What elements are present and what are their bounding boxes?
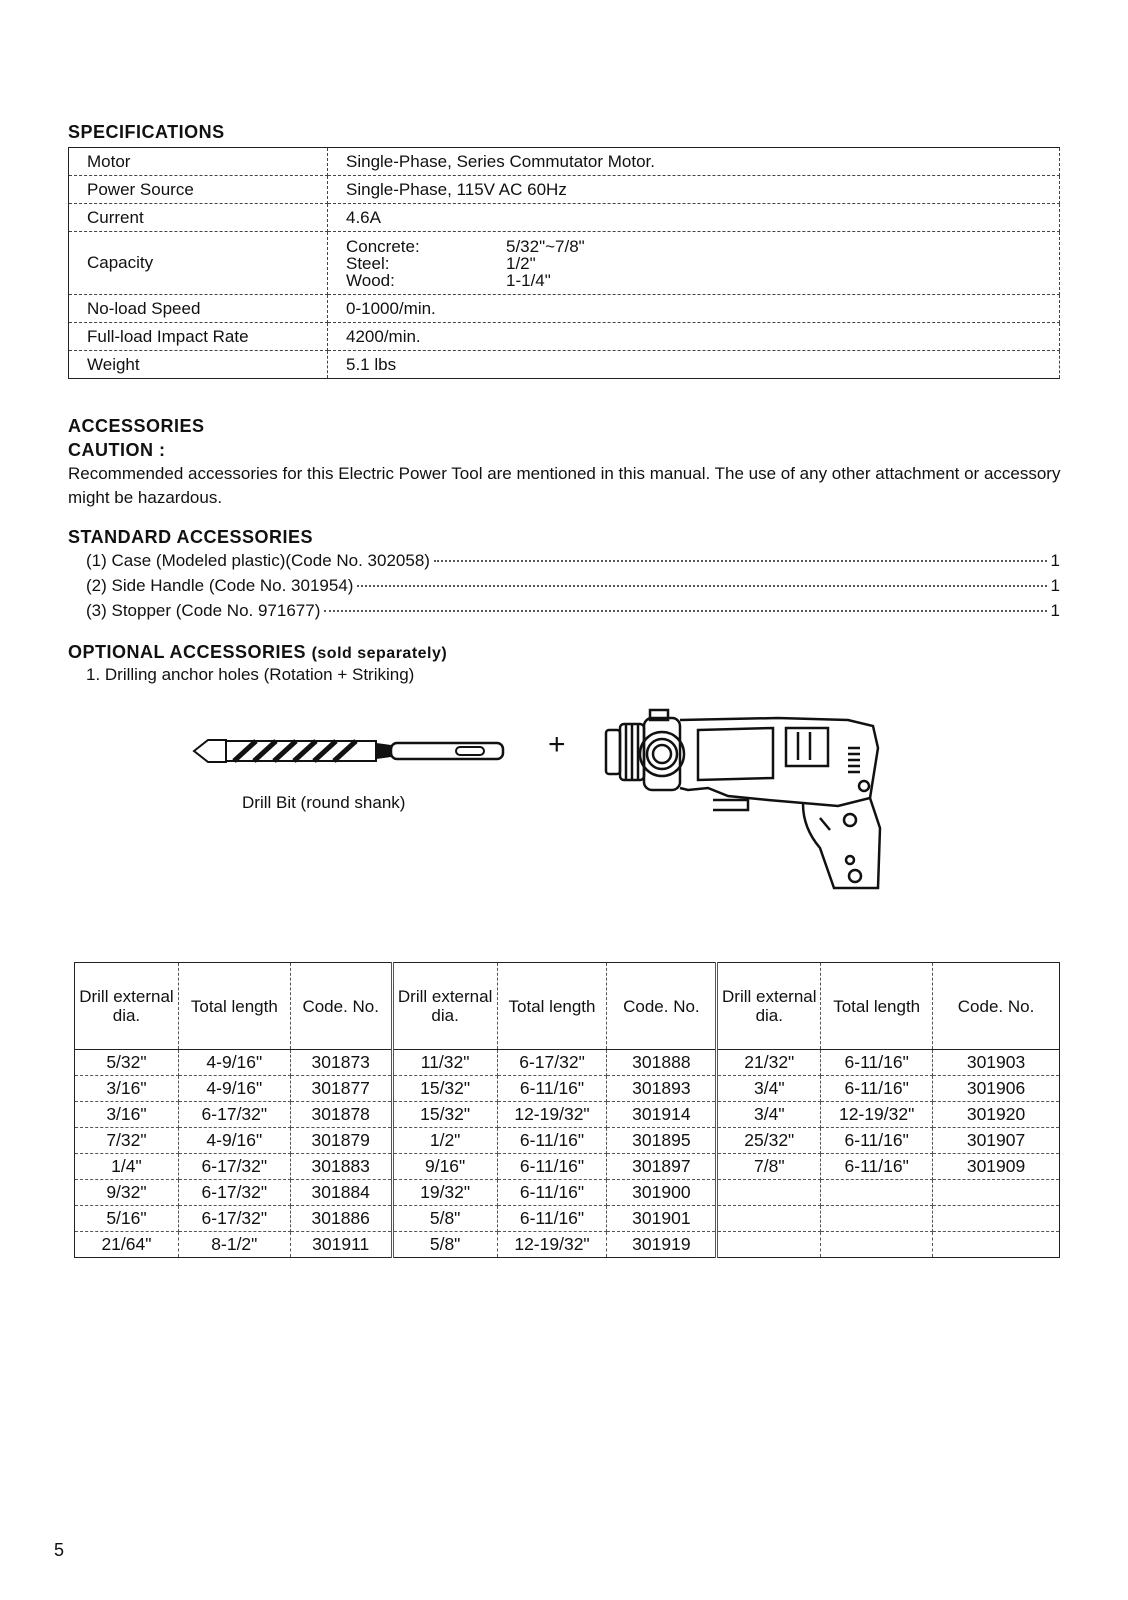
cell-code: 301878 [290,1102,392,1128]
dot-leader [357,585,1046,587]
table-row [75,1154,1060,1180]
accessory-qty: 1 [1050,551,1060,570]
cell-length: 6-11/16" [821,1154,933,1180]
accessories-heading: ACCESSORIES [68,416,205,436]
cell-length [821,1180,933,1206]
cell-code: 301893 [607,1076,717,1102]
specifications-table [68,147,1060,379]
cell-dia: 21/32" [717,1050,821,1076]
accessory-qty: 1 [1050,601,1060,620]
cell-code [933,1180,1060,1206]
cell-code: 301914 [607,1102,717,1128]
cell-dia [717,1180,821,1206]
accessory-item [86,551,1060,571]
specifications-heading: SPECIFICATIONS [68,122,225,142]
caution-text: Recommended accessories for this Electric Power Tool are mentioned in this manual. The use of any other attachment or accessory might be hazardous. [68,464,1061,507]
cell-dia: 19/32" [392,1180,497,1206]
header-dia: Drill external dia. [392,963,497,1050]
header-dia: Drill external dia. [75,963,179,1050]
drill-bit-illustration [186,728,516,774]
spec-row [69,176,1060,204]
cell-code: 301886 [290,1206,392,1232]
spec-row [69,351,1060,379]
cell-length: 6-17/32" [178,1180,290,1206]
cell-code: 301883 [290,1154,392,1180]
spec-label: Motor [69,148,328,176]
cell-code [933,1206,1060,1232]
cell-code: 301895 [607,1128,717,1154]
cell-dia: 25/32" [717,1128,821,1154]
plus-sign: + [548,728,566,761]
cell-code: 301897 [607,1154,717,1180]
cell-dia: 3/16" [75,1076,179,1102]
optional-heading-text: OPTIONAL ACCESSORIES [68,642,307,662]
accessory-item [86,601,1060,621]
page-number: 5 [54,1540,65,1560]
spec-label: Full-load Impact Rate [69,323,328,351]
cell-length: 6-11/16" [821,1128,933,1154]
cell-length: 6-17/32" [178,1102,290,1128]
capacity-material: Concrete: [346,236,420,256]
header-code: Code. No. [607,963,717,1050]
capacity-size: 1/2" [506,253,536,273]
dot-leader [434,560,1047,562]
table-row [75,1180,1060,1206]
capacity-size: 5/32"~7/8" [506,236,585,256]
spec-label: Capacity [69,232,328,295]
spec-label: No-load Speed [69,295,328,323]
cell-code: 301909 [933,1154,1060,1180]
capacity-values [328,232,1060,295]
cell-code: 301920 [933,1102,1060,1128]
accessory-label: (2) Side Handle (Code No. 301954) [86,576,354,595]
cell-dia: 5/32" [75,1050,179,1076]
accessory-label: (1) Case (Modeled plastic)(Code No. 302058) [86,551,430,570]
cell-length: 6-11/16" [497,1128,607,1154]
cell-dia: 9/32" [75,1180,179,1206]
optional-accessories-heading [68,642,447,663]
accessory-qty: 1 [1050,576,1060,595]
standard-accessories-heading: STANDARD ACCESSORIES [68,527,314,547]
cell-code: 301911 [290,1232,392,1258]
cell-length [821,1206,933,1232]
spec-value: 0-1000/min. [328,295,1060,323]
cell-code: 301900 [607,1180,717,1206]
cell-code: 301884 [290,1180,392,1206]
cell-length: 12-19/32" [497,1232,607,1258]
spec-value: Single-Phase, Series Commutator Motor. [328,148,1060,176]
spec-value: Single-Phase, 115V AC 60Hz [328,176,1060,204]
spec-label: Weight [69,351,328,379]
cell-code: 301877 [290,1076,392,1102]
cell-length: 6-11/16" [497,1076,607,1102]
table-row [75,1232,1060,1258]
capacity-material: Wood: [346,270,395,290]
table-row [75,1102,1060,1128]
table-header-row [75,963,1060,1050]
spec-row-capacity [69,232,1060,295]
table-body [75,1050,1060,1258]
cell-dia: 5/8" [392,1206,497,1232]
cell-code: 301907 [933,1128,1060,1154]
header-dia: Drill external dia. [717,963,821,1050]
spec-row [69,148,1060,176]
spec-label: Power Source [69,176,328,204]
cell-code: 301906 [933,1076,1060,1102]
cell-dia [717,1206,821,1232]
spec-row [69,295,1060,323]
cell-dia: 9/16" [392,1154,497,1180]
cell-code: 301888 [607,1050,717,1076]
cell-dia [717,1232,821,1258]
cell-dia: 5/16" [75,1206,179,1232]
header-code: Code. No. [933,963,1060,1050]
capacity-size: 1-1/4" [506,270,551,290]
cell-length [821,1232,933,1258]
spec-value: 4.6A [328,204,1060,232]
cell-length: 12-19/32" [821,1102,933,1128]
table-row [75,1206,1060,1232]
spec-label: Current [69,204,328,232]
header-length: Total length [178,963,290,1050]
table-row [75,1128,1060,1154]
header-length: Total length [821,963,933,1050]
cell-dia: 3/16" [75,1102,179,1128]
cell-length: 8-1/2" [178,1232,290,1258]
cell-length: 4-9/16" [178,1076,290,1102]
table-row [75,1076,1060,1102]
optional-heading-note: (sold separately) [311,645,448,662]
spec-value: 5.1 lbs [328,351,1060,379]
capacity-material: Steel: [346,253,390,273]
cell-code [933,1232,1060,1258]
cell-length: 6-11/16" [821,1050,933,1076]
cell-code: 301901 [607,1206,717,1232]
header-length: Total length [497,963,607,1050]
cell-dia: 15/32" [392,1076,497,1102]
cell-dia: 3/4" [717,1102,821,1128]
cell-dia: 11/32" [392,1050,497,1076]
cell-code: 301873 [290,1050,392,1076]
hammer-drill-illustration [598,708,888,892]
dot-leader [324,610,1046,612]
cell-dia: 7/8" [717,1154,821,1180]
accessory-label: (3) Stopper (Code No. 971677) [86,601,321,620]
table-row [75,1050,1060,1076]
cell-code: 301919 [607,1232,717,1258]
cell-length: 4-9/16" [178,1050,290,1076]
cell-length: 6-17/32" [497,1050,607,1076]
header-code: Code. No. [290,963,392,1050]
accessory-item [86,576,1060,596]
cell-dia: 3/4" [717,1076,821,1102]
optional-item-1: 1. Drilling anchor holes (Rotation + Striking) [86,665,415,684]
caution-heading: CAUTION : [68,440,166,460]
cell-dia: 21/64" [75,1232,179,1258]
cell-length: 6-17/32" [178,1154,290,1180]
cell-length: 6-17/32" [178,1206,290,1232]
cell-length: 6-11/16" [497,1206,607,1232]
drill-bit-code-table [74,962,1060,1258]
cell-length: 12-19/32" [497,1102,607,1128]
cell-length: 6-11/16" [497,1180,607,1206]
cell-dia: 7/32" [75,1128,179,1154]
cell-dia: 5/8" [392,1232,497,1258]
drill-bit-caption: Drill Bit (round shank) [242,793,406,812]
cell-length: 6-11/16" [497,1154,607,1180]
cell-length: 4-9/16" [178,1128,290,1154]
cell-code: 301903 [933,1050,1060,1076]
cell-dia: 15/32" [392,1102,497,1128]
spec-row [69,204,1060,232]
cell-length: 6-11/16" [821,1076,933,1102]
spec-value: 4200/min. [328,323,1060,351]
spec-row [69,323,1060,351]
cell-dia: 1/2" [392,1128,497,1154]
cell-code: 301879 [290,1128,392,1154]
cell-dia: 1/4" [75,1154,179,1180]
